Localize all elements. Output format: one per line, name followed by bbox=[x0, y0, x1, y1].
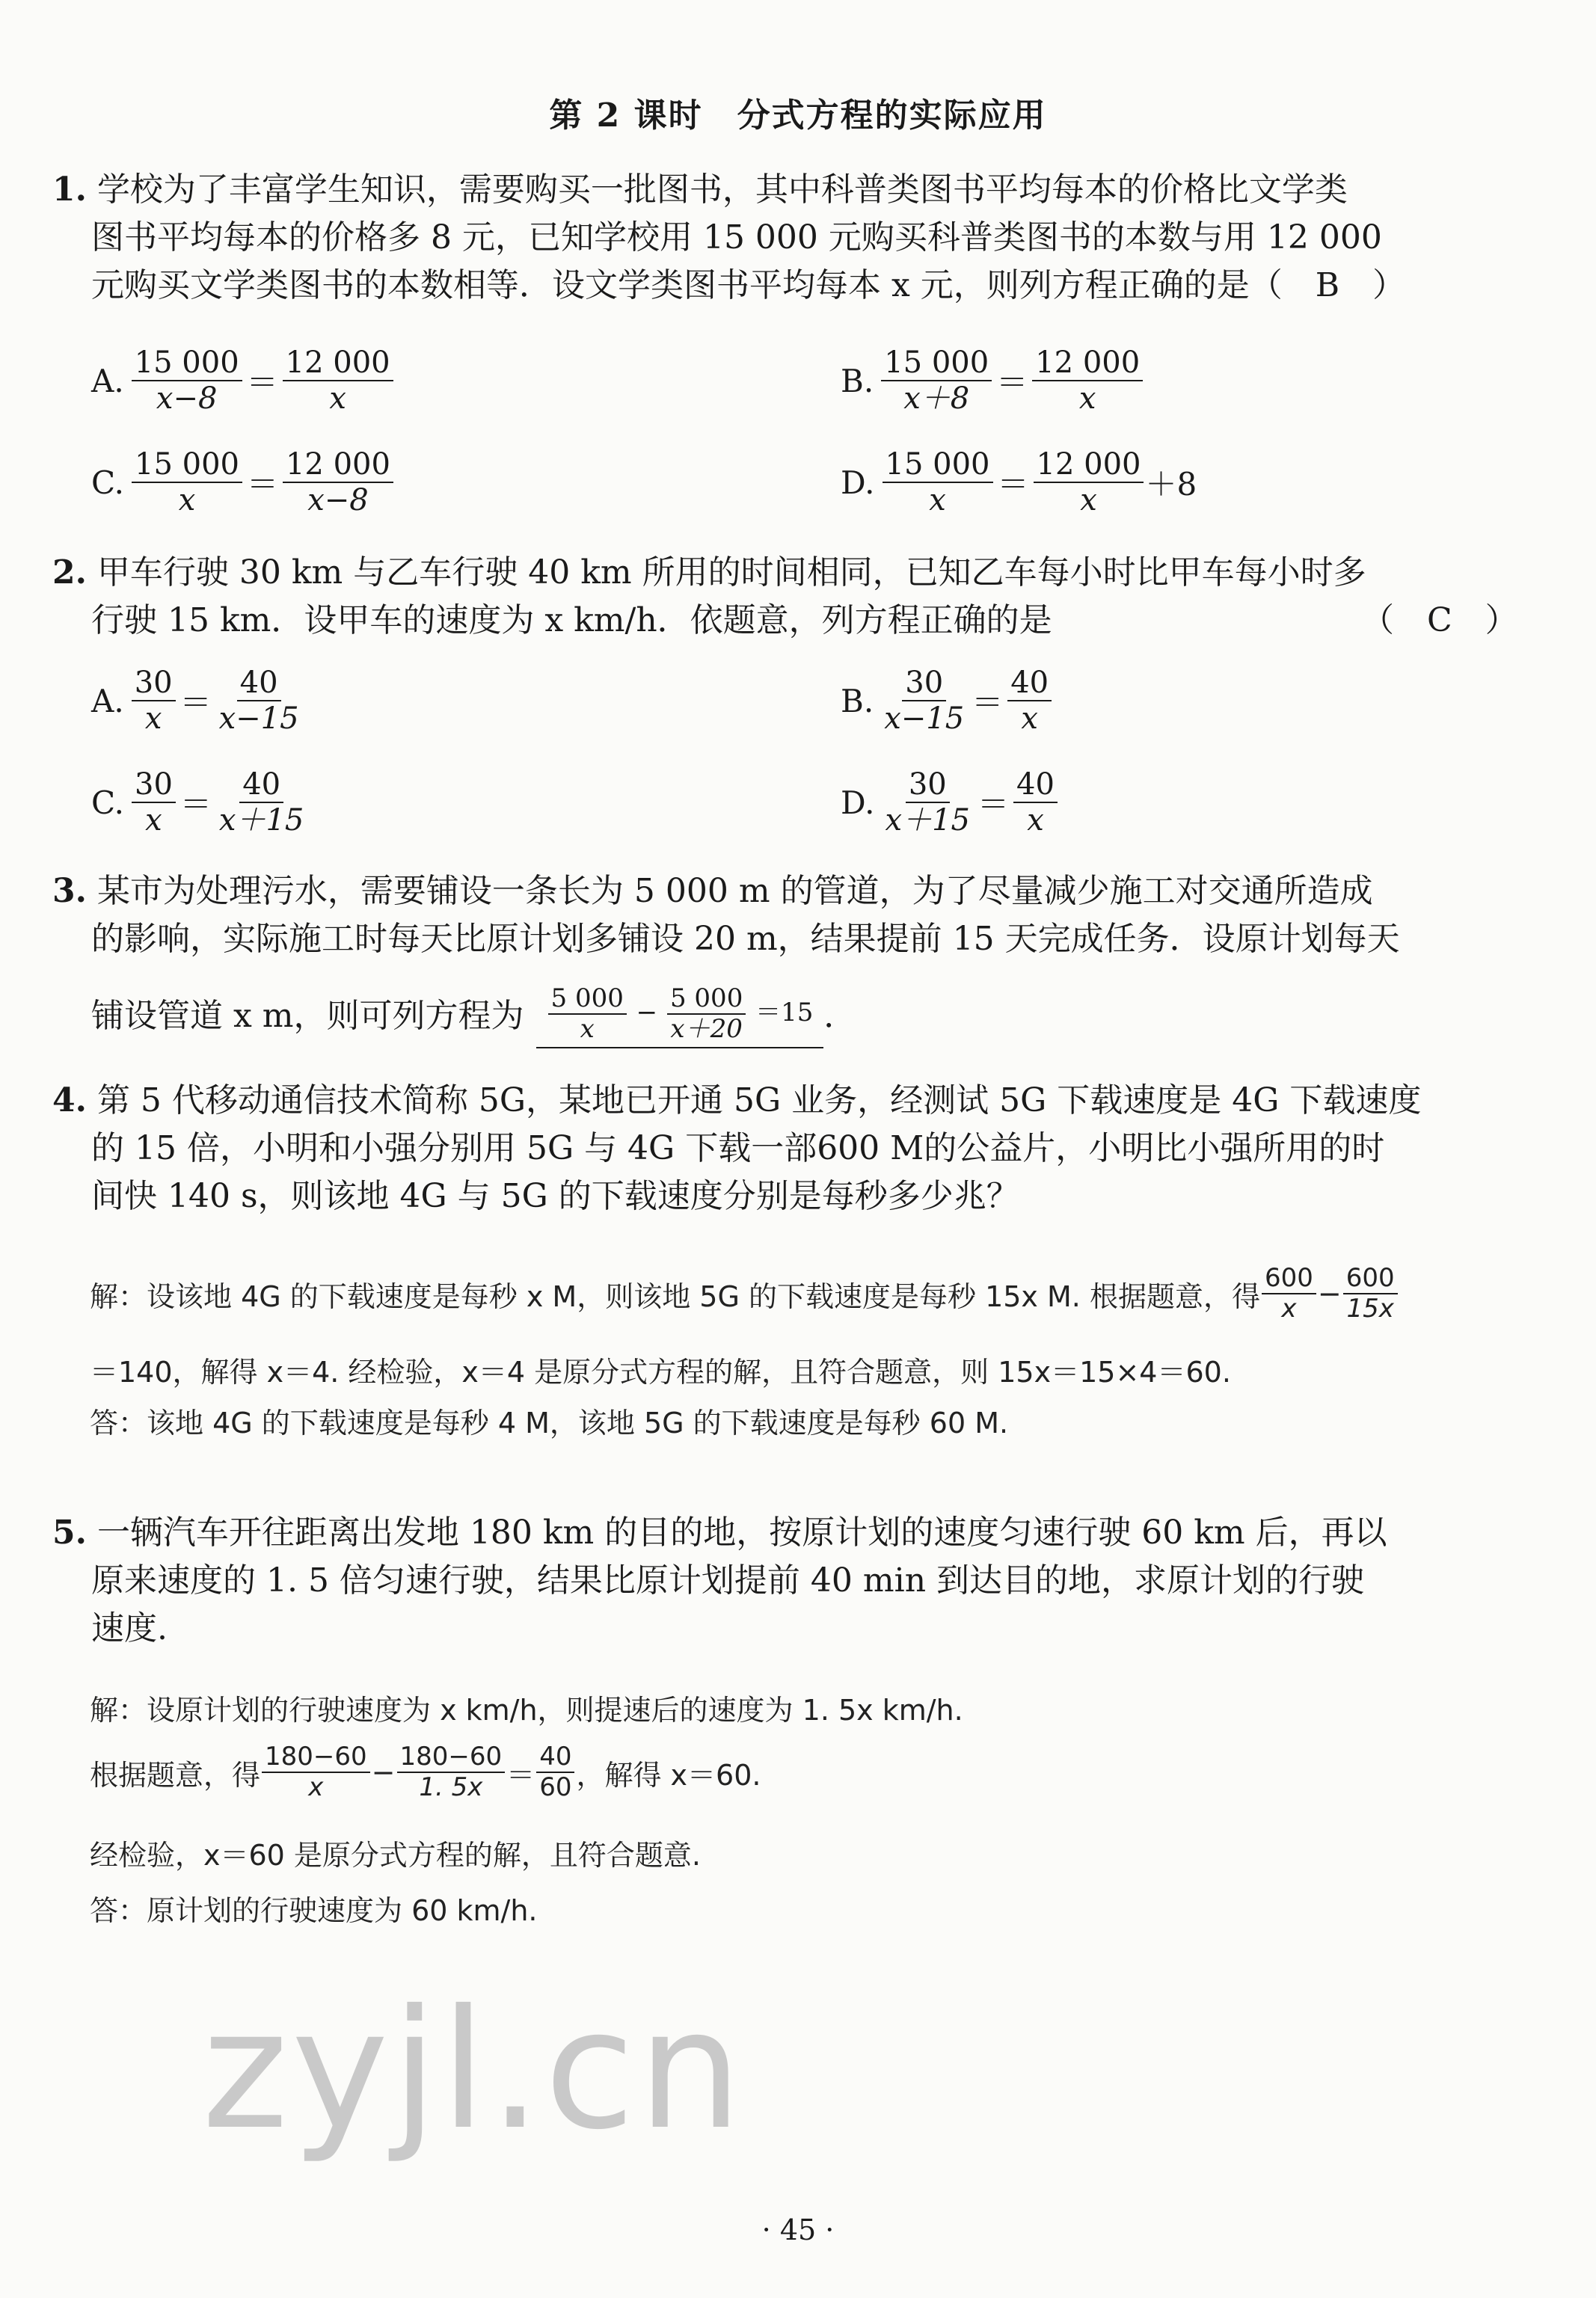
question-text: 的 15 倍，小明和小强分别用 5G 与 4G 下载一部600 M的公益片，小明比小强所用的时 bbox=[91, 1129, 1385, 1167]
option-c: C. $\frac{15 000}{x}$ ＝ $\frac{12 000}{x-8}$ bbox=[91, 447, 395, 517]
question-1 bbox=[52, 166, 1405, 310]
option-a: A. $\frac{30}{x}$ ＝ $\frac{40}{x-15}$ bbox=[91, 666, 299, 736]
solution-line: ＝140，解得 x＝4. 经检验，x＝4 是原分式方程的解，且符合题意，则 15x＝15×4＝60. bbox=[90, 1356, 1231, 1389]
answer-choice: （ C ） bbox=[1361, 601, 1518, 639]
question-number: 3. bbox=[52, 872, 87, 910]
question-text: 图书平均每本的价格多 8 元，已知学校用 15 000 元购买科普类图书的本数与用 12 000 bbox=[91, 218, 1382, 256]
option-d: D. $\frac{30}{x+15}$ ＝ $\frac{40}{x}$ bbox=[841, 767, 1059, 838]
question-2 bbox=[52, 549, 1366, 645]
question-text: 的影响，实际施工时每天比原计划多铺设 20 m，结果提前 15 天完成任务．设原计划每天 bbox=[91, 920, 1400, 958]
page-number: · 45 · bbox=[761, 2213, 835, 2246]
answer-blank: $\frac{5 000}{x}$ − $\frac{5 000}{x+20}$ ＝15 bbox=[536, 984, 824, 1048]
question-text: 甲车行驶 30 km 与乙车行驶 40 km 所用的时间相同，已知乙车每小时比甲车每小时多 bbox=[96, 553, 1366, 592]
solution-line: 解：设原计划的行驶速度为 x km/h，则提速后的速度为 1. 5x km/h. bbox=[90, 1694, 963, 1727]
option-b: B. $\frac{15 000}{x+8}$ ＝ $\frac{12 000}{x}$ bbox=[841, 345, 1144, 416]
question-text: 行驶 15 km．设甲车的速度为 x km/h．依题意，列方程正确的是 bbox=[91, 601, 1052, 639]
option-a: A. $\frac{15 000}{x-8}$ ＝ $\frac{12 000}{x}$ bbox=[91, 345, 395, 416]
option-c: C. $\frac{30}{x}$ ＝ $\frac{40}{x+15}$ bbox=[91, 767, 304, 838]
solution-line: 解：设该地 4G 的下载速度是每秒 x M，则该地 5G 的下载速度是每秒 15x M. 根据题意，得 $\frac{600}{x}$ − $\frac{600}{15x}$ bbox=[90, 1264, 1399, 1324]
question-number: 5. bbox=[52, 1514, 87, 1552]
page-title: 第 2 课时 分式方程的实际应用 bbox=[549, 96, 1047, 135]
watermark: zyjl.cn bbox=[202, 1974, 746, 2166]
solution-line: 经检验，x＝60 是原分式方程的解，且符合题意. bbox=[90, 1839, 702, 1872]
answer-line: 答：该地 4G 的下载速度是每秒 4 M，该地 5G 的下载速度是每秒 60 M. bbox=[90, 1407, 1009, 1440]
option-b: B. $\frac{30}{x-15}$ ＝ $\frac{40}{x}$ bbox=[841, 666, 1053, 736]
question-number: 2. bbox=[52, 553, 87, 592]
question-text: 间快 140 s，则该地 4G 与 5G 的下载速度分别是每秒多少兆？ bbox=[91, 1177, 1019, 1215]
solution-line: 根据题意，得 $\frac{180-60}{x}$ − $\frac{180-60}{1. 5x}$ ＝ $\frac{40}{60}$ ，解得 x＝60. bbox=[90, 1742, 761, 1803]
question-3 bbox=[52, 867, 1400, 963]
question-text: 元购买文学类图书的本数相等．设文学类图书平均每本 x 元，则列方程正确的是（ B ） bbox=[91, 266, 1406, 304]
question-5 bbox=[52, 1509, 1387, 1653]
question-3-answer-line: 铺设管道 x m，则可列方程为 $\frac{5 000}{x}$ − $\frac{5 000}{x+20}$ ＝15 ． bbox=[91, 984, 856, 1048]
question-text: 一辆汽车开往距离出发地 180 km 的目的地，按原计划的速度匀速行驶 60 km 后，再以 bbox=[96, 1514, 1387, 1552]
option-d: D. $\frac{15 000}{x}$ ＝ $\frac{12 000}{x}$ ＋8 bbox=[841, 447, 1197, 517]
question-text: 第 5 代移动通信技术简称 5G，某地已开通 5G 业务，经测试 5G 下载速度是 4G 下载速度 bbox=[96, 1081, 1422, 1119]
answer-line: 答：原计划的行驶速度为 60 km/h. bbox=[90, 1894, 538, 1927]
question-text: 学校为了丰富学生知识，需要购买一批图书，其中科普类图书平均每本的价格比文学类 bbox=[96, 170, 1348, 209]
question-text: 某市为处理污水，需要铺设一条长为 5 000 m 的管道，为了尽量减少施工对交通所造成 bbox=[96, 872, 1373, 910]
question-number: 4. bbox=[52, 1081, 87, 1119]
question-4 bbox=[52, 1077, 1421, 1220]
question-number: 1. bbox=[52, 170, 87, 209]
question-text: 原来速度的 1. 5 倍匀速行驶，结果比原计划提前 40 min 到达目的地，求原计划的行驶 bbox=[91, 1561, 1365, 1600]
question-text: 速度. bbox=[91, 1609, 168, 1647]
